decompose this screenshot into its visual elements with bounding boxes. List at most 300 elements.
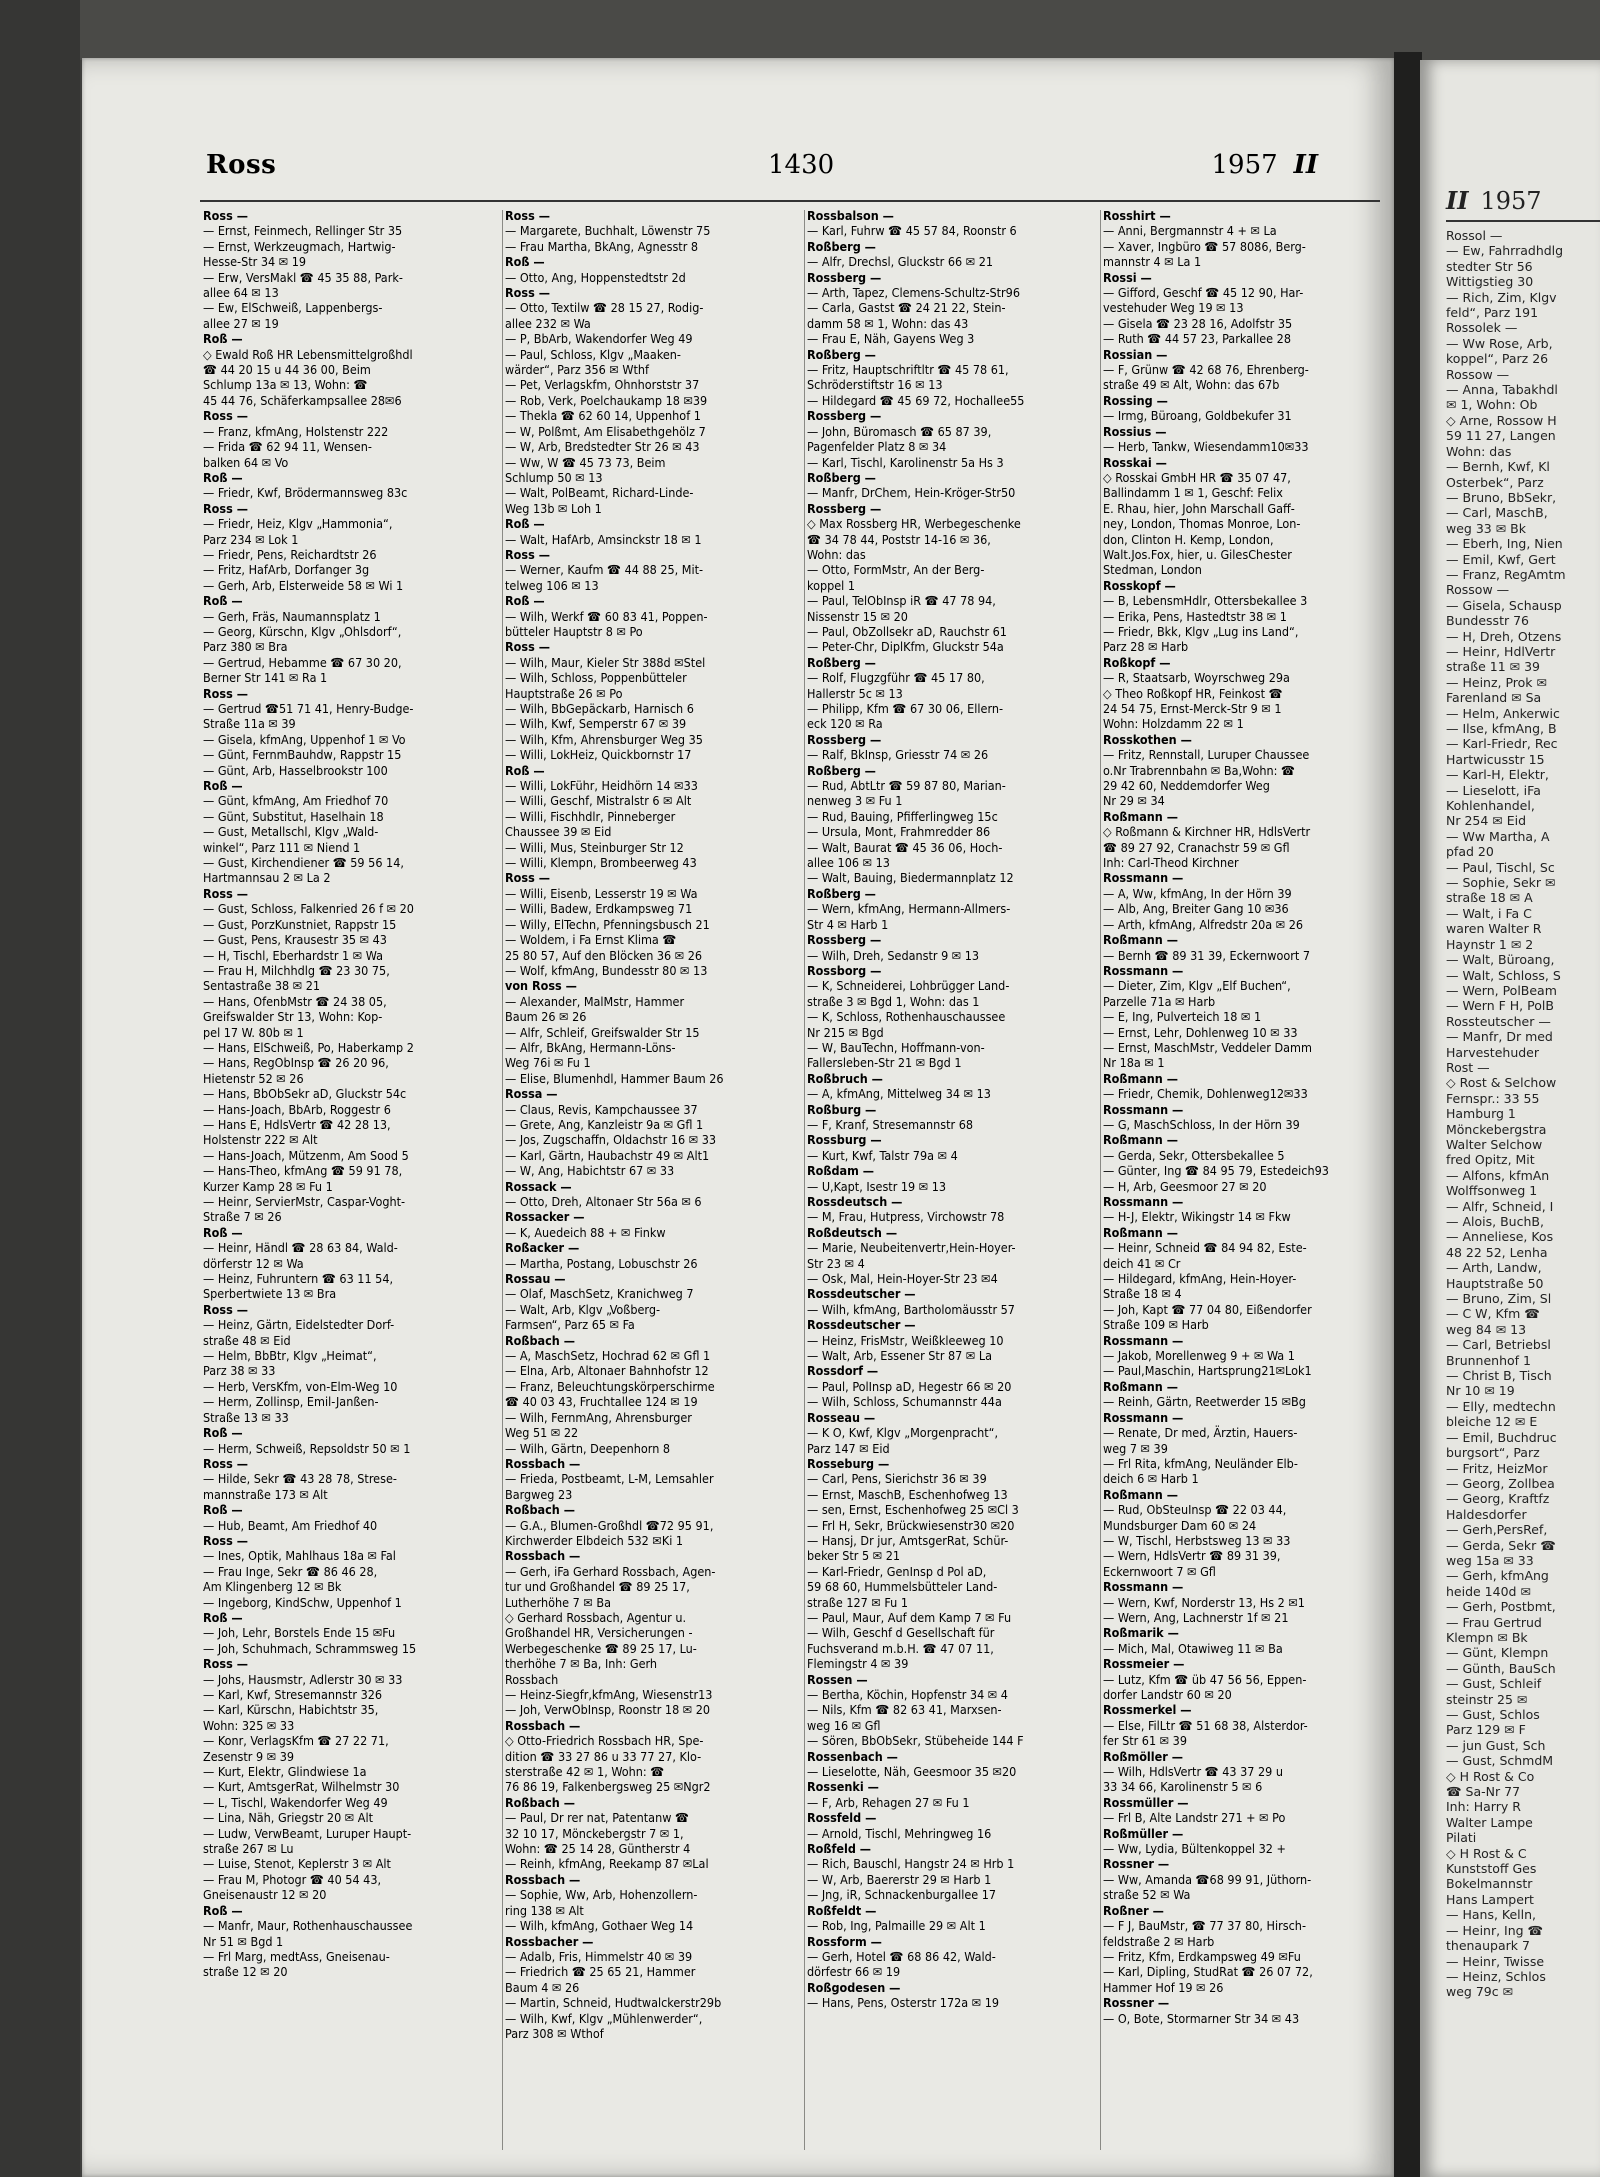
surname-heading: Rossform — [807,1933,882,1949]
directory-entry: Greifswalder Str 13, Wohn: Kop- [203,1009,383,1025]
directory-entry: — A, kfmAng, Mittelweg 34 ✉ 13 [807,1086,991,1102]
directory-entry: Schlump 50 ✉ 13 [505,469,603,485]
directory-entry: — Wilh, Geschf d Gesellschaft für [807,1625,995,1641]
directory-entry: Harvestehuder [1446,1044,1539,1060]
directory-entry: — Wilh, Dreh, Sedanstr 9 ✉ 13 [807,947,980,963]
directory-entry: — H, Arb, Geesmoor 27 ✉ 20 [1103,1178,1267,1194]
directory-entry: vestehuder Weg 19 ✉ 13 [1103,300,1244,316]
directory-entry: nenweg 3 ✉ Fu 1 [807,793,903,809]
directory-entry: — Joh, Schuhmach, Schrammsweg 15 [203,1640,417,1656]
directory-entry: — Ernst, Lehr, Dohlenweg 10 ✉ 33 [1103,1024,1298,1040]
next-page-column [1446,228,1600,2000]
directory-entry: — Gerh, Arb, Elsterweide 58 ✉ Wi 1 [203,577,404,593]
directory-entry: — A, MaschSetz, Hochrad 62 ✉ Gfl 1 [505,1348,711,1364]
surname-heading: Rosshirt — [1103,208,1171,223]
surname-heading: Rossberg — [807,932,882,948]
directory-entry: ney, London, Thomas Monroe, Lon- [1103,516,1301,532]
directory-entry: — Fritz, Hauptschriftltr ☎ 45 78 61, [807,362,1009,378]
directory-entry: weg 15a ✉ 33 [1446,1552,1534,1568]
directory-entry: — Fritz, HafArb, Dorfanger 3g [203,562,370,578]
directory-entry: — Gust, SchmdM [1446,1753,1554,1769]
directory-entry: — B, LebensmHdlr, Ottersbekallee 3 [1103,593,1308,609]
directory-entry: — Carl, Betriebsl [1446,1337,1551,1353]
directory-entry: Mundsburger Dam 60 ✉ 24 [1103,1517,1257,1533]
directory-entry: pfad 20 [1446,844,1494,860]
directory-entry: — Walt, HafArb, Amsinckstr 18 ✉ 1 [505,531,702,547]
directory-entry: Straße 13 ✉ 33 [203,1409,289,1425]
directory-entry: — Paul, Tischl, Sc [1446,859,1555,875]
directory-entry: — Erika, Pens, Hastedtstr 38 ✉ 1 [1103,608,1287,624]
surname-heading: Rossburg — [807,1132,882,1148]
directory-entry: 59 68 60, Hummelsbütteler Land- [807,1579,998,1595]
surname-heading: Roßberg — [807,885,876,901]
surname-heading: Roß — [203,331,243,347]
directory-entry: straße 49 ✉ Alt, Wohn: das 67b [1103,377,1280,393]
directory-entry: Nr 18a ✉ 1 [1103,1055,1165,1071]
surname-heading: Rossbacher — [505,1933,594,1949]
directory-entry: feld“, Parz 191 [1446,305,1539,321]
directory-entry: — Gerh, Postbmt, [1446,1599,1556,1615]
directory-entry: Nr 29 ✉ 34 [1103,793,1165,809]
directory-entry: — Mich, Mal, Otawiweg 11 ✉ Ba [1103,1640,1283,1656]
directory-entry: — Emil, Buchdruc [1446,1429,1557,1445]
directory-entry: Hartwicusstr 15 [1446,751,1545,767]
directory-entry: — Anni, Bergmannstr 4 + ✉ La [1103,223,1277,239]
directory-entry: dorfer Landstr 60 ✉ 20 [1103,1687,1232,1702]
directory-entry: don, Clinton H. Kemp, London, [1103,531,1274,547]
directory-entry: — Willi, Geschf, Mistralstr 6 ✉ Alt [505,793,692,809]
directory-entry: — H, Tischl, Eberhardstr 1 ✉ Wa [203,947,383,963]
directory-entry: — Günt, Klempn [1446,1645,1549,1661]
directory-entry: — Hans-Theo, kfmAng ☎ 59 91 78, [203,1163,403,1179]
directory-entry: — Reinh, Gärtn, Reetwerder 15 ✉Bg [1103,1394,1306,1410]
directory-entry: weg 84 ✉ 13 [1446,1321,1527,1337]
directory-entry: — W, Ang, Habichtstr 67 ✉ 33 [505,1163,675,1179]
directory-entry: Kirchwerder Elbdeich 532 ✉Ki 1 [505,1532,684,1548]
directory-entry: — Manfr, Maur, Rothenhauschaussee [203,1918,413,1934]
directory-entry: — Ernst, Feinmech, Rellinger Str 35 [203,223,403,239]
directory-entry: — O, Bote, Stormarner Str 34 ✉ 43 [1103,2010,1300,2026]
directory-entry: — Manfr, DrChem, Hein-Kröger-Str50 [807,485,1016,501]
surname-heading: Roßberg — [807,469,876,485]
directory-entry: — Frau Inge, Sekr ☎ 86 46 28, [203,1563,378,1579]
directory-entry: Lutherhöhe 7 ✉ Ba [505,1594,611,1610]
directory-entry: — Pet, Verlagskfm, Ohnhorststr 37 [505,377,700,393]
directory-entry: Parz 129 ✉ F [1446,1722,1526,1738]
directory-entry: damm 58 ✉ 1, Wohn: das 43 [807,315,969,331]
directory-entry: — Otto, Ang, Hoppenstedtstr 2d [505,269,686,285]
surname-heading: Rossner — [1103,1856,1170,1872]
directory-entry: ring 138 ✉ Alt [505,1902,584,1918]
directory-entry: — Karl-Friedr, GenInsp d Pol aD, [807,1563,987,1579]
directory-entry: Fuchsverand m.b.H. ☎ 47 07 11, [807,1640,994,1656]
directory-entry: deich 6 ✉ Harb 1 [1103,1471,1199,1487]
directory-entry: — Johs, Hausmstr, Adlerstr 30 ✉ 33 [203,1671,403,1687]
scan-border-left [0,0,80,2177]
directory-entry: — Wilh, kfmAng, Gothaer Weg 14 [505,1918,694,1934]
directory-entry: — Ww, Amanda ☎68 99 91, Jüthorn- [1103,1871,1312,1887]
directory-entry: steinstr 25 ✉ [1446,1691,1528,1707]
surname-heading: Roß — [203,1224,243,1240]
surname-heading: Rossbach — [505,1548,581,1564]
directory-entry: — Wern, Ang, Lachnerstr 1f ✉ 21 [1103,1609,1289,1625]
directory-entry: — U,Kapt, Isestr 19 ✉ 13 [807,1178,947,1194]
surname-heading: Roßmann — [1103,1070,1178,1086]
directory-entry: — Heinr, HdlVertr [1446,643,1556,659]
directory-entry: ◇ H Rost & C [1446,1845,1527,1861]
directory-entry: — Karl, Dipling, StudRat ☎ 26 07 72, [1103,1964,1313,1980]
surname-heading: Roßacker — [505,1240,580,1256]
surname-heading: Roßbruch — [807,1070,883,1086]
directory-entry: Hauptstraße 50 [1446,1275,1544,1291]
directory-entry: ☎ 89 27 92, Cranachstr 59 ✉ Gfl [1103,839,1290,855]
surname-heading: Roß — [203,1502,243,1518]
directory-entry: — Bernh, Kwf, Kl [1446,459,1550,475]
directory-entry: — Rich, Zim, Klgv [1446,289,1557,305]
directory-entry: — Wilh, Gärtn, Deepenhorn 8 [505,1440,671,1456]
surname-heading: Ross — [203,1532,248,1548]
directory-entry: — Wilh, kfmAng, Bartholomäusstr 57 [807,1301,1015,1317]
directory-entry: — Irmg, Büroang, Goldbekufer 31 [1103,408,1292,424]
directory-entry: — Alfr, BkAng, Hermann-Löns- [505,1039,676,1055]
directory-entry: straße 48 ✉ Eid [203,1332,291,1348]
surname-heading: Roß — [203,778,243,794]
directory-entry: Flemingstr 4 ✉ 39 [807,1656,909,1672]
directory-entry: — Willi, Fischhdlr, Pinneberger [505,808,676,824]
directory-entry: — Gust, Pens, Krausestr 35 ✉ 43 [203,932,387,948]
directory-entry: — C W, Kfm ☎ [1446,1306,1540,1322]
directory-entry: — Fritz, Rennstall, Luruper Chaussee [1103,747,1310,763]
directory-entry: — Bruno, BbSekr, [1446,489,1557,505]
directory-entry: — G, MaschSchloss, In der Hörn 39 [1103,1116,1300,1132]
surname-heading: Roß — [505,593,545,609]
surname-heading: Rossdorf — [807,1363,879,1379]
directory-entry: — Joh, VerwObInsp, Roonstr 18 ✉ 20 [505,1702,711,1718]
directory-entry: 25 80 57, Auf den Blöcken 36 ✉ 26 [505,947,703,963]
directory-entry: — Heinz, Schlos [1446,1968,1546,1984]
directory-entry: Nr 10 ✉ 19 [1446,1383,1515,1399]
directory-entry: — Ernst, MaschB, Eschenhofweg 13 [807,1486,1008,1502]
directory-entry: allee 232 ✉ Wa [505,315,591,331]
directory-entry: 48 22 52, Lenha [1446,1244,1548,1260]
directory-entry: — F, Kranf, Stresemannstr 68 [807,1116,974,1132]
surname-heading: Ross — [203,408,248,424]
directory-entry: — F, Grünw ☎ 42 68 76, Ehrenberg- [1103,362,1309,378]
surname-heading: Roßmann — [1103,1224,1178,1240]
directory-entry: ☎ Sa-Nr 77 [1446,1784,1521,1800]
directory-entry: — Hans E, HdlsVertr ☎ 42 28 13, [203,1116,391,1132]
directory-entry: Farmsen“, Parz 65 ✉ Fa [505,1317,635,1333]
directory-entry: — Frl H, Sekr, Brückwiesenstr30 ✉20 [807,1517,1015,1533]
directory-entry: wärder“, Parz 356 ✉ Wthf [505,362,649,378]
scan-border-top [0,0,1600,60]
directory-entry: — Willi, LokHeiz, Quickbornstr 17 [505,747,692,763]
directory-entry: dition ☎ 33 27 86 u 33 77 27, Klo- [505,1748,702,1764]
directory-entry: — Rolf, Flugzgführ ☎ 45 17 80, [807,670,985,686]
surname-heading: Rossner — [1103,1995,1170,2011]
directory-entry: — W, Arb, Baererstr 29 ✉ Harb 1 [807,1871,992,1887]
directory-entry: — Alfons, kfmAn [1446,1167,1550,1183]
surname-heading: Rossbach — [505,1455,581,1471]
column-divider [502,210,503,2150]
directory-entry: dörfestr 66 ✉ 19 [807,1964,901,1980]
surname-heading: Ross — [203,208,248,223]
directory-entry: — Wilh, Schloss, Poppenbütteler [505,670,687,686]
directory-entry: — Gisela, kfmAng, Uppenhof 1 ✉ Vo [203,731,406,747]
surname-heading: Rossmann — [1103,962,1184,978]
surname-heading: Ross — [203,685,248,701]
surname-heading: Rossmerkel — [1103,1702,1192,1718]
directory-entry: — Wilh, BbGepäckarb, Harnisch 6 [505,701,694,716]
directory-entry: — Carl, MaschB, [1446,505,1548,521]
directory-entry: — Gerda, Sekr ☎ [1446,1537,1556,1553]
directory-entry: Kohlenhandel, [1446,798,1535,814]
directory-entry: — Rob, Verk, Poelchaukamp 18 ✉39 [505,392,708,408]
directory-entry: — Otto, Dreh, Altonaer Str 56a ✉ 6 [505,1194,702,1209]
directory-entry: Nr 51 ✉ Bgd 1 [203,1933,284,1949]
directory-entry: 59 11 27, Langen [1446,428,1556,444]
directory-entry: — Wern, PolBeam [1446,982,1557,998]
directory-entry: ◇ Rosskai GmbH HR ☎ 35 07 47, [1103,469,1291,485]
directory-entry: — Gisela, Schausp [1446,597,1562,613]
directory-entry: — Hans, OfenbMstr ☎ 24 38 05, [203,993,387,1009]
directory-entry: Parz 147 ✉ Eid [807,1440,890,1456]
surname-heading: Rossdeutscher — [807,1317,916,1333]
surname-heading: Ross — [505,546,550,562]
directory-entry: ◇ Theo Roßkopf HR, Feinkost ☎ [1103,685,1283,701]
surname-heading: Rossmann — [1103,1579,1184,1595]
directory-entry: Str 4 ✉ Harb 1 [807,916,889,932]
surname-heading: Ross — [505,208,550,223]
directory-entry: — Arth, Tapez, Clemens-Schultz-Str96 [807,285,1020,301]
directory-entry: Eckernwoort 7 ✉ Gfl [1103,1563,1216,1579]
directory-entry: — Lina, Näh, Griegstr 20 ✉ Alt [203,1810,374,1826]
directory-entry: Weg 76i ✉ Fu 1 [505,1055,591,1071]
directory-entry: — Karl, Tischl, Karolinenstr 5a Hs 3 [807,454,1004,470]
surname-heading: Roßbach — [505,1794,575,1810]
directory-entry: Parzelle 71a ✉ Harb [1103,993,1216,1009]
directory-entry: E. Rhau, hier, John Marschall Gaff- [1103,500,1295,516]
directory-entry: — Walt, Bauing, Biedermannplatz 12 [807,870,1014,886]
directory-entry: 45 44 76, Schäferkampsallee 28✉6 [203,392,402,408]
directory-entry: — Günt, FernmBauhdw, Rappstr 15 [203,747,402,763]
surname-heading: Roßmann — [1103,1378,1178,1394]
surname-heading: Rossberg — [807,731,882,747]
directory-entry: mannstraße 173 ✉ Alt [203,1486,328,1502]
directory-entry: Weg 51 ✉ 22 [505,1425,579,1441]
directory-entry: — Gerh, kfmAng [1446,1568,1549,1584]
directory-entry: — K, Schneiderei, Lohbrügger Land- [807,978,1010,994]
directory-entry: — Ew, Fahrradhdlg [1446,243,1564,259]
surname-heading: Rosskothen — [1103,731,1192,747]
directory-entry: — Marie, Neubeitenvertr,Hein-Hoyer- [807,1240,1016,1256]
surname-heading: Rossmann — [1103,1101,1184,1117]
surname-heading: Rossmann — [1103,1194,1184,1209]
next-page-header [1446,186,1542,215]
directory-entry: mannstr 4 ✉ La 1 [1103,254,1202,270]
directory-entry: Wittigstieg 30 [1446,274,1534,290]
directory-entry: — sen, Ernst, Eschenhofweg 25 ✉Cl 3 [807,1502,1019,1518]
directory-entry: — Martin, Schneid, Hudtwalckerstr29b [505,1995,722,2011]
directory-column-3 [807,208,1109,2011]
directory-entry: Haldesdorfer [1446,1506,1527,1522]
directory-entry: Hietenstr 52 ✉ 26 [203,1070,304,1086]
directory-entry: eck 120 ✉ Ra [807,716,883,732]
directory-entry: — Osk, Mal, Hein-Hoyer-Str 23 ✉4 [807,1271,998,1287]
directory-entry: — Rob, Ing, Palmaille 29 ✉ Alt 1 [807,1918,986,1934]
directory-entry: — Günt, Arb, Hasselbrookstr 100 [203,762,388,778]
directory-entry: heide 140d ✉ [1446,1583,1531,1599]
directory-entry: — Gertrud, Hebamme ☎ 67 30 20, [203,654,402,670]
directory-entry: — Willy, ElTechn, Pfenningsbusch 21 [505,916,710,932]
surname-heading: Roßmöller — [1103,1748,1183,1764]
directory-entry: — Lieselott, iFa [1446,782,1541,798]
directory-entry: — K, Schloss, Rothenhauschaussee [807,1009,1006,1025]
directory-entry: — Sören, BbObSekr, Stübeheide 144 F [807,1733,1024,1749]
directory-entry: — Bernh ☎ 89 31 39, Eckernwoort 7 [1103,947,1310,963]
directory-entry: beker Str 5 ✉ 21 [807,1548,901,1564]
directory-entry: — Heinr, Twisse [1446,1953,1545,1969]
directory-entry: — Hildegard ☎ 45 69 72, Hochallee55 [807,392,1025,408]
directory-entry: — Walt, Schloss, S [1446,967,1561,983]
directory-entry: — Heinz, Fuhruntern ☎ 63 11 54, [203,1271,394,1287]
directory-entry: koppel“, Parz 26 [1446,351,1549,367]
directory-entry: Sperbertwiete 13 ✉ Bra [203,1286,337,1302]
directory-entry: — Xaver, Ingbüro ☎ 57 8086, Berg- [1103,238,1306,254]
surname-heading: Rossbach — [505,1871,581,1887]
directory-entry: — Alois, BuchB, [1446,1214,1544,1229]
surname-heading: Ross — [203,885,248,901]
directory-entry: — Wilh, Kwf, Semperstr 67 ✉ 39 [505,716,687,732]
directory-entry: — Wolf, kfmAng, Bundesstr 80 ✉ 13 [505,962,708,978]
directory-entry: — Gerh,PersRef, [1446,1522,1548,1538]
directory-entry: Rossolek — [1446,320,1518,336]
directory-entry: Brunnenhof 1 [1446,1352,1531,1368]
directory-entry: waren Walter R [1446,921,1542,937]
surname-heading: Ross — [203,1656,248,1672]
directory-entry: Klempn ✉ Bk [1446,1629,1528,1645]
directory-entry: 29 42 60, Neddemdorfer Weg [1103,778,1270,794]
directory-entry: Hamburg 1 [1446,1106,1516,1122]
directory-entry: — Frau Gertrud [1446,1614,1542,1630]
directory-entry: — Woldem, i Fa Ernst Klima ☎ [505,932,677,948]
directory-entry: ☎ 44 20 15 u 44 36 00, Beim [203,362,371,378]
surname-heading: von Ross — [505,978,577,994]
directory-entry: — Willi, Mus, Steinburger Str 12 [505,839,684,855]
directory-entry: Werbegeschenke ☎ 89 25 17, Lu- [505,1640,697,1656]
directory-entry: — Ernst, Werkzeugmach, Hartwig- [203,238,396,254]
directory-entry: — Ww, W ☎ 45 73 73, Beim [505,454,666,470]
directory-entry: — Sophie, Ww, Arb, Hohenzollern- [505,1887,698,1903]
directory-entry: ◇ Roßmann & Kirchner HR, HdlsVertr [1103,824,1311,840]
directory-entry: — Manfr, Dr med [1446,1029,1553,1045]
surname-heading: Roßberg — [807,762,876,778]
directory-column-2 [505,208,807,2041]
surname-heading: Rossacker — [505,1209,585,1225]
directory-entry: — Heinr, Ing ☎ [1446,1922,1544,1938]
directory-entry: Kurzer Kamp 28 ✉ Fu 1 [203,1178,333,1194]
directory-entry: — Hans, Kelln, [1446,1907,1537,1923]
directory-entry: — Emil, Kwf, Gert [1446,551,1556,567]
directory-entry: — Otto, Textilw ☎ 28 15 27, Rodig- [505,300,704,316]
directory-entry: — Ww, Lydia, Bültenkoppel 32 + [1103,1841,1286,1857]
surname-heading: Roß — [505,762,545,778]
directory-entry: — Heinr, Schneid ☎ 84 94 82, Este- [1103,1240,1307,1256]
surname-heading: Rossmann — [1103,1409,1184,1425]
year-volume [1212,150,1319,180]
directory-entry: — Walt, Büroang, [1446,952,1555,968]
directory-entry: — Franz, Beleuchtungskörperschirme [505,1378,715,1394]
directory-entry: — Frl Marg, medtAss, Gneisenau- [203,1948,390,1964]
directory-entry: Schröderstiftstr 16 ✉ 13 [807,377,943,393]
directory-entry: Ballindamm 1 ✉ 1, Geschf: Felix [1103,485,1283,501]
directory-entry: — Ww Rose, Arb, [1446,335,1553,351]
directory-entry: — Else, FilLtr ☎ 51 68 38, Alsterdor- [1103,1717,1308,1733]
directory-entry: — Ingeborg, KindSchw, Uppenhof 1 [203,1594,402,1610]
directory-entry: Fernspr.: 33 55 [1446,1090,1540,1106]
surname-heading: Rossdeutscher — [807,1286,916,1302]
surname-heading: Rossack — [505,1178,572,1194]
directory-entry: — Elna, Arb, Altonaer Bahnhofstr 12 [505,1363,709,1379]
directory-entry: — Friedr, Heiz, Klgv „Hammonia“, [203,516,393,532]
directory-entry: Nr 254 ✉ Eid [1446,813,1527,829]
surname-heading: Roßmann — [1103,808,1178,824]
surname-heading: Roßberg — [807,238,876,254]
directory-entry: — Helm, BbBtr, Klgv „Heimat“, [203,1348,377,1364]
directory-entry: — Gisela ☎ 23 28 16, Adolfstr 35 [1103,315,1293,331]
directory-entry: Sentastraße 38 ✉ 21 [203,978,321,994]
surname-heading: Rossberg — [807,500,882,516]
next-header-rule [1446,220,1600,222]
directory-entry: — Sophie, Sekr ✉ [1446,875,1556,891]
surname-heading: Rossa — [505,1086,558,1102]
directory-entry: — Paul, Dr rer nat, Patentanw ☎ [505,1810,689,1826]
directory-entry: — Frida ☎ 62 94 11, Wensen- [203,439,372,455]
directory-entry: Berner Str 141 ✉ Ra 1 [203,670,328,686]
directory-entry: — Kurt, Elektr, Glindwiese 1a [203,1764,367,1780]
directory-entry: — Franz, RegAmtm [1446,566,1566,582]
surname-heading: Roß — [203,593,243,609]
surname-heading: Roßdam — [807,1163,874,1179]
directory-entry: — Gust, Schlos [1446,1707,1540,1722]
directory-entry: Wohn: das [1446,443,1512,459]
directory-entry: Mönckebergstra [1446,1121,1547,1137]
directory-entry: ◇ H Rost & Co [1446,1768,1535,1784]
directory-entry: Wolffsonweg 1 [1446,1183,1538,1199]
directory-entry: — Friedr, Pens, Reichardtstr 26 [203,546,377,562]
directory-entry: Nr 215 ✉ Bgd [807,1024,884,1040]
directory-entry: winkel“, Parz 111 ✉ Niend 1 [203,839,361,855]
surname-heading: Rossmann — [1103,870,1184,886]
surname-heading: Rossenki — [807,1779,879,1795]
directory-entry: Stedman, London [1103,562,1202,578]
surname-heading: Roß — [203,1425,243,1441]
directory-entry: — Wilh, FernmAng, Ahrensburger [505,1409,692,1425]
directory-entry: Parz 234 ✉ Lok 1 [203,531,299,547]
directory-entry: — Friedrich ☎ 25 65 21, Hammer [505,1964,696,1980]
directory-entry: — H-J, Elektr, Wikingstr 14 ✉ Fkw [1103,1209,1291,1225]
directory-entry: — Hilde, Sekr ☎ 43 28 78, Strese- [203,1471,397,1487]
directory-entry: — Walt, i Fa C [1446,905,1532,921]
directory-entry: — Wilh, Schloss, Schumannstr 44a [807,1394,1002,1410]
directory-entry: — W, Arb, Bredstedter Str 26 ✉ 43 [505,439,700,455]
directory-entry: — G.A., Blumen-Großhdl ☎72 95 91, [505,1517,714,1533]
directory-entry: — W, BauTechn, Hoffmann-von- [807,1039,985,1055]
directory-entry: — Frau H, Milchhdlg ☎ 23 30 75, [203,962,390,978]
directory-entry: — Herm, Zollinsp, Emil-Janßen- [203,1394,379,1410]
directory-entry: — Wilh, Kfm, Ahrensburger Weg 35 [505,731,703,747]
directory-entry: — Claus, Revis, Kampchaussee 37 [505,1101,698,1117]
